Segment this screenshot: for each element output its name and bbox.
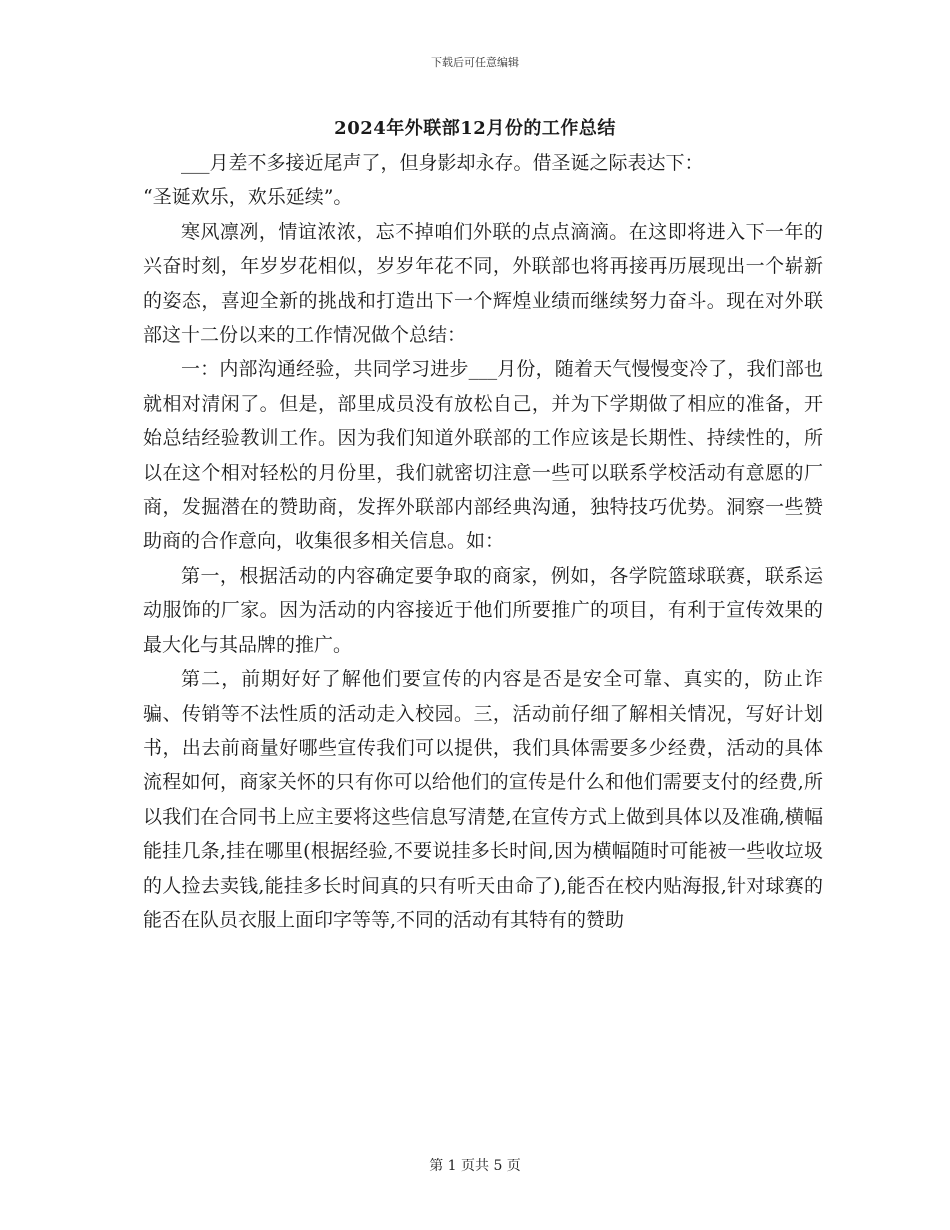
paragraph-greeting: “圣诞欢乐，欢乐延续”。: [143, 186, 353, 209]
paragraph-intro: ___月差不多接近尾声了，但身影却永存。借圣诞之际表达下：: [181, 152, 704, 174]
document-title: 2024年外联部12月份的工作总结: [334, 118, 616, 139]
header-note: 下载后可任意编辑: [431, 56, 519, 69]
document-body: [143, 146, 823, 937]
paragraph-overview: 寒风凛冽，情谊浓浓，忘不掉咱们外联的点点滴滴。在这即将进入下一年的兴奋时刻，年岁岁花相似，岁岁年花不同，外联部也将再接再历展现出一个崭新的姿态，喜迎全新的挑战和打造出下一个辉煌业绩而继续努力奋斗。现在对外联部这十二份以来的工作情况做个总结：: [143, 220, 823, 347]
paragraph-section-one: 一：内部沟通经验，共同学习进步___月份，随着天气慢慢变冷了，我们部也就相对清闲了。但是，部里成员没有放松自己，并为下学期做了相应的准备，开始总结经验教训工作。因为我们知道外联部的工作应该是长期性、持续性的，所以在这个相对轻松的月份里，我们就密切注意一些可以联系学校活动有意愿的厂商，发掘潜在的赞助商，发挥外联部内部经典沟通，独特技巧优势。洞察一些赞助商的合作意向，收集很多相关信息。如：: [143, 358, 823, 553]
page-number: 第 1 页共 5 页: [429, 1158, 521, 1174]
paragraph-point-one: 第一，根据活动的内容确定要争取的商家，例如，各学院篮球联赛，联系运动服饰的厂家。因为活动的内容接近于他们所要推广的项目，有利于宣传效果的最大化与其品牌的推广。: [143, 564, 823, 656]
paragraph-point-two: 第二，前期好好了解他们要宣传的内容是否是安全可靠、真实的，防止诈骗、传销等不法性质的活动走入校园。三，活动前仔细了解相关情况，写好计划书，出去前商量好哪些宣传我们可以提供，我们具体需要多少经费，活动的具体流程如何，商家关怀的只有你可以给他们的宣传是什么和他们需要支付的经费,所以我们在合同书上应主要将这些信息写清楚,在宣传方式上做到具体以及准确,横幅能挂几条,挂在哪里(根据经验,不要说挂多长时间,因为横幅随时可能被一些收垃圾的人捡去卖钱,能挂多长时间真的只有听天由命了),能否在校内贴海报,针对球赛的能否在队员衣服上面印字等等,不同的活动有其特有的赞助: [143, 668, 823, 931]
